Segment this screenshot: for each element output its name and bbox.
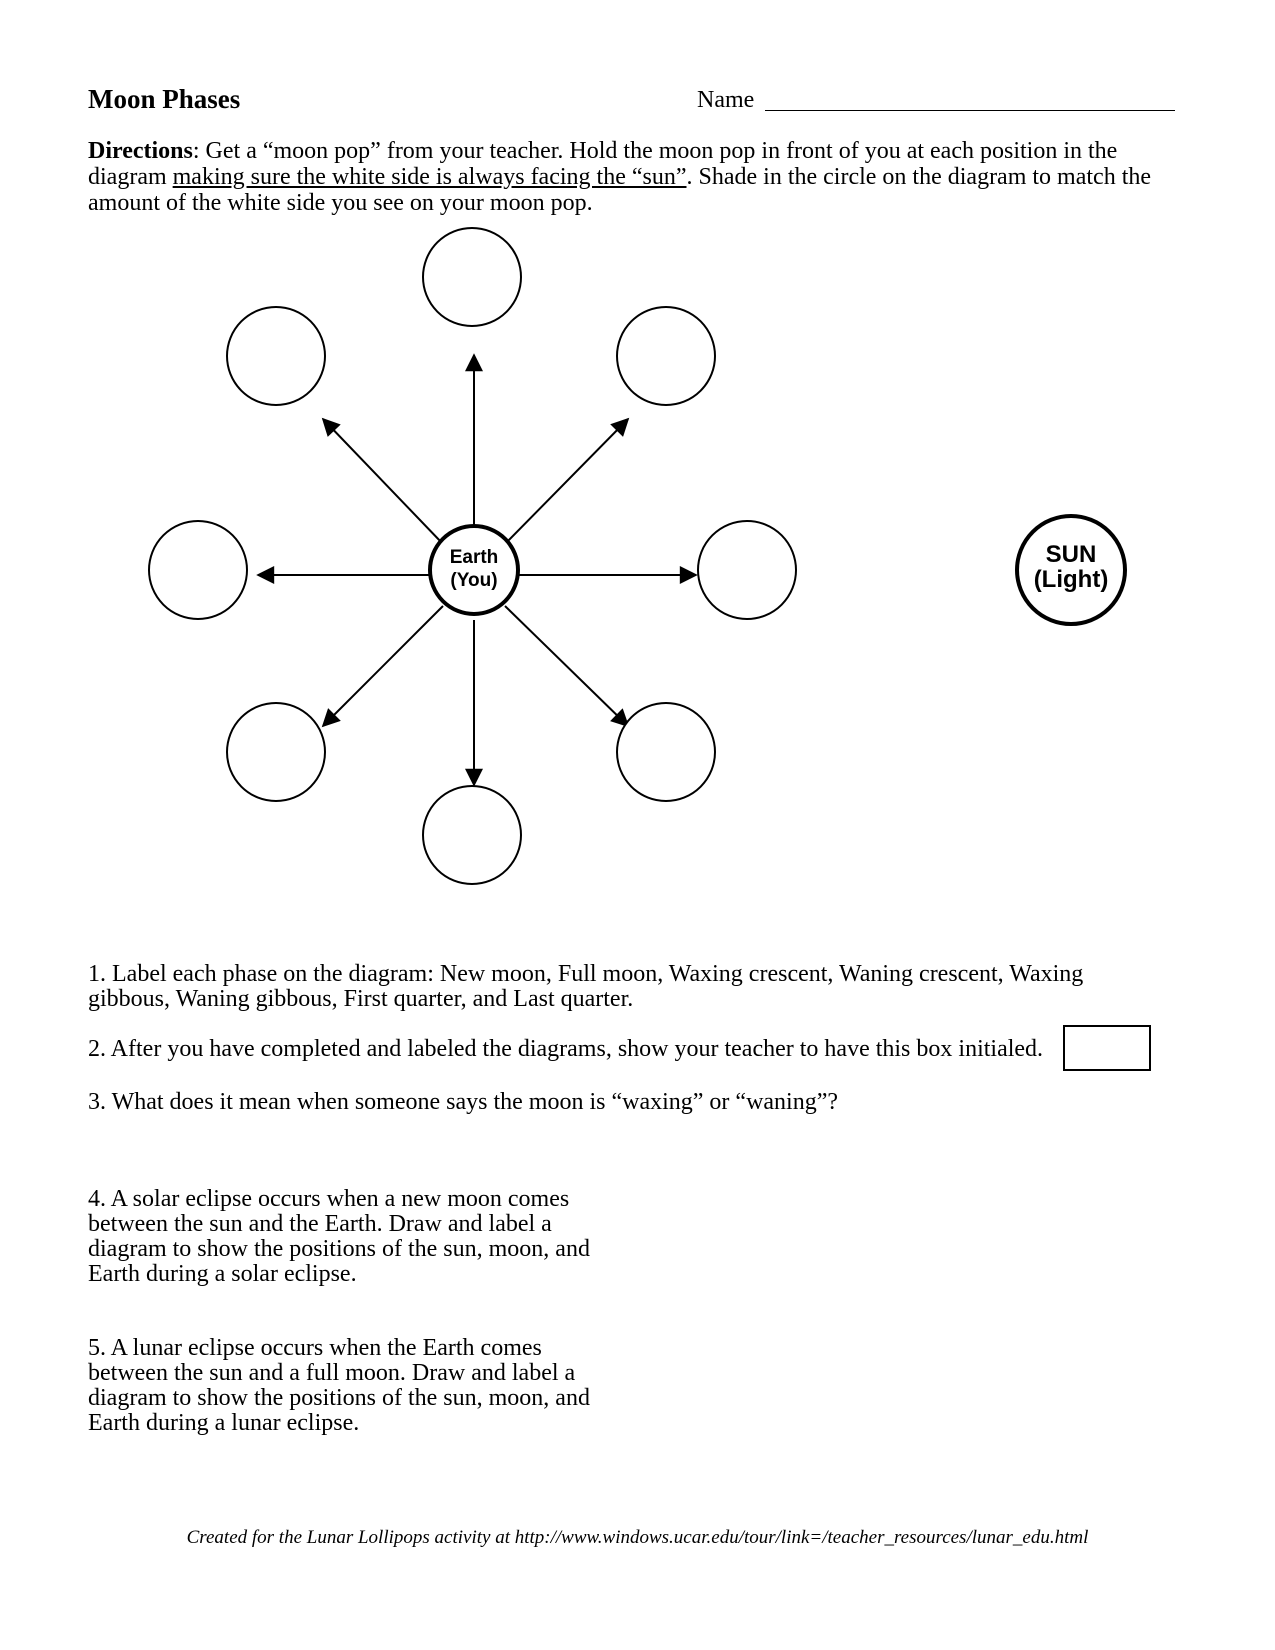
moon-circle-bottom[interactable] — [423, 786, 521, 884]
question-4: 4. A solar eclipse occurs when a new moon comes between the sun and the Earth. Draw and label a diagram to show the positions of the sun, moon, and Earth during a solar eclipse. — [88, 1186, 590, 1287]
moon-phases-diagram — [0, 225, 1275, 905]
arrow-down-left — [323, 606, 443, 726]
arrow-up-right — [505, 419, 628, 544]
directions — [88, 138, 1188, 216]
earth-label-line1: Earth — [449, 547, 499, 568]
directions-label: Directions — [88, 138, 193, 164]
name-field-line[interactable] — [765, 110, 1175, 111]
moon-circle-top[interactable] — [423, 228, 521, 326]
question-1: 1. Label each phase on the diagram: New moon, Full moon, Waxing crescent, Waning crescent, Waxing gibbous, Waning gibbous, First quarter, and Last quarter. — [88, 961, 1084, 1012]
footer-credit: Created for the Lunar Lollipops activity at http://www.windows.ucar.edu/tour/link=/teacher_resources/lunar_edu.html — [186, 1527, 1089, 1548]
question-5: 5. A lunar eclipse occurs when the Earth comes between the sun and a full moon. Draw and label a diagram to show the positions of the sun, moon, and Earth during a lunar eclipse. — [88, 1335, 590, 1436]
sun-label-line1: SUN — [1045, 541, 1097, 568]
moon-circle-right[interactable] — [698, 521, 796, 619]
sun-label-line2: (Light) — [1033, 566, 1109, 593]
question-3: 3. What does it mean when someone says the moon is “waxing” or “waning”? — [88, 1089, 839, 1115]
teacher-initial-box[interactable] — [1063, 1025, 1151, 1071]
name-label: Name — [697, 87, 755, 113]
directions-text-2: . Shade in the circle on the diagram to match the amount of the white side you see on your moon pop. — [88, 164, 1152, 216]
arrow-down-right — [505, 606, 628, 726]
moon-circle-lower-left[interactable] — [227, 703, 325, 801]
moon-circle-upper-right[interactable] — [617, 307, 715, 405]
moon-circle-lower-right[interactable] — [617, 703, 715, 801]
arrow-up-left — [323, 419, 443, 544]
directions-underlined: making sure the white side is always facing the “sun” — [172, 164, 687, 190]
directions-text-1: : Get a “moon pop” from your teacher. Hold the moon pop in front of you at each position in the diagram — [88, 138, 1118, 190]
question-2: 2. After you have completed and labeled the diagrams, show your teacher to have this box initialed. — [88, 1036, 1044, 1062]
moon-circle-left[interactable] — [149, 521, 247, 619]
page-title: Moon Phases — [88, 84, 241, 114]
moon-circle-upper-left[interactable] — [227, 307, 325, 405]
earth-label-line2: (You) — [450, 570, 498, 591]
